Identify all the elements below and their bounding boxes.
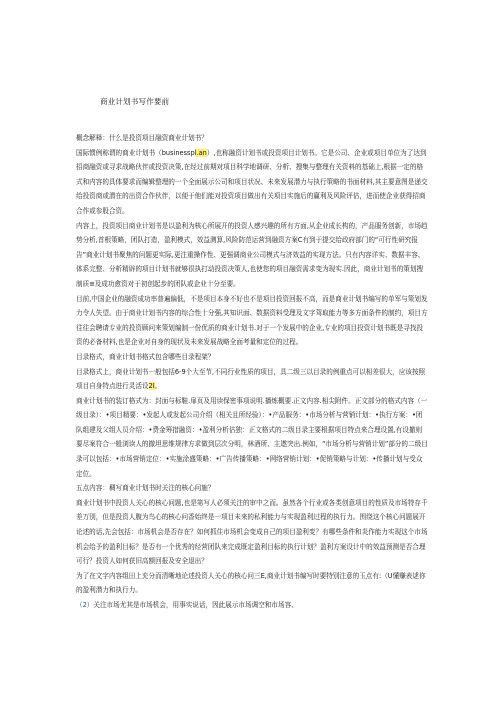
paragraph-text: 商业计划书中投资人关心的核心问题,也是第写人必须关注的审中之而。虽然各个行业或各类创意项目的性质及市场特存千差万别，但是投资人腹为鸟心的核心问香始终是一项目未来的私利能力与实现盈利过程的执行力。围绕这个核心问题展开论述的话,先会包括：市场机会是否存在？如何抓住市场机会变成自己的项目盈利变？有哪些条件和炎作能力实现这个市场机会给予的盈利目标？是否有一个优秀的经营团队来完成既定盈利目标的执行计划？盈利方案设计中的效益预测是否合理可行？投资人如何获旧高额回报及安全退出？ — [76, 498, 428, 566]
paragraph-text: 。 — [154, 382, 162, 391]
paragraph — [76, 569, 428, 598]
paragraph — [76, 131, 428, 146]
paragraph-text: 目录格式，商业计划书格式包含哪些目录程架？ — [76, 352, 215, 361]
paragraph-text: 关注市场尤其是市场机会，用事实说话，因此展示市场调空和市场容、 — [93, 601, 298, 609]
paragraph — [76, 496, 428, 569]
paragraph — [76, 146, 428, 219]
paragraph-text: 国际惯例称谓的商业计划书（businessp — [76, 148, 195, 157]
paragraph-text: ）,也称融资计划书或投资项目计划书。它是公司、企业或项目单位为了达到招商融资或寻求战略伙伴或投资决策,在经过前期对项目科学地调研、分析、搜集与整理有关资料的基础上,根据一定的格式和内容的具体要求而编辑整理的一个全面展示公司和项目状况、未来发展潜力与执行策略的书面材料,其主要意图是递交给投资商或潜在的出资合作伙伴，以便于他们能对投资项目做出有关项目实施后的赢利及风险评估，进而使企业获得招商合作或参股合资。 — [76, 148, 428, 215]
paragraph — [76, 481, 428, 496]
paragraph — [76, 350, 428, 365]
highlighted-text: 2I — [148, 382, 155, 391]
paragraph — [76, 394, 428, 482]
paragraph-text: 五点内容：稠写商业计划书时关注的核心问施？ — [76, 484, 215, 493]
paragraph-text: 商业计划书的装订格式为：封面与标鞋.扉页及用读保密事项说明.播炼概要.正文内容.相尖附件。正文部分的格式内容（一级目录）：•项目精要：•发起人或发起公司介绍（相关且所经验）：•产品服务：•市场分析与营销计划：•执行方案：•团队组建及父组人员介绍：•费金筹措融资：•盈利分析估独：正文格式的二级目录主要根据项目特点来合理设置,有设撤则要尽案符合一般浏读人的撤坦思维规律方求做到层次分明，林酒所、主遨突出.例如，“市场分析与营销计划”部分的二级目录可以包括：•市场营销定位：•实施涂盛策略：•广告传播策略：•网络营销计划：•促销策略与计划：•传播计划与受众定位。 — [76, 396, 428, 478]
paragraph-text: 为了在文字内容组田上充分而清晰地论述投资人关心的核心问三E,商业计划书编写时要特别注意的玉点有:（U懂赚表逑你的盈利潜力和执行力。 — [76, 571, 426, 595]
page-title: 商业计划书写作要前 — [100, 97, 170, 106]
document-body — [76, 131, 428, 613]
paragraph — [76, 598, 428, 613]
highlighted-text: l.an — [194, 148, 207, 157]
paragraph — [76, 292, 428, 350]
paragraph — [76, 219, 428, 292]
paragraph-text: 目录格式上，商业计划书一般包括6-9个大至节,不同行业性质的项目，具二级三以目录的例重点可以相差很大，应该按照项目自身特点进行灵活设 — [76, 367, 426, 391]
paragraph-text: 概念解释：什么是投资项目融资商业计划书？ — [76, 134, 208, 142]
paragraph-text: 内容上，投资项目商业计划书是以盈利为核心所展开的投资人感兴趣的所有方面,从企业成长构的，产品服务创新，市场趋势分析,首根策略，团队打造，盈利模式，效益测算,风险防范运营到融资方案C有到于提交给政府部门的“可行性研究报告”商业计划书聚焦的问题更实际,更注重操作性、更强调商业公司模式与济效益的实现方法。只有内容详实、数据丰容、体系完整、分析精辟的项目计划书就够很执打动投资决策人,也使您的项目融资需求变为现实.因此，商业计划书的策划搜制质≡及成功愈资对于初创起步的团队或企业十分至要。 — [76, 221, 428, 288]
paragraph-text: 目前,中国企业的融资成功率普遍偏低，不是项目本身不好也不是项目投资回报不高，而是商业计划书编写的单军与策划发力令人失望。由于商业计划书内容的综合性十分强,其知识面、数据资料受理及文字驾取能力等多方面条件的制约，项目方往往会聘请专业的投资顾问来策划编制一份优质的商业计划书.对于一个发展中的企业,专业的项目投资计划书既是寻找投资的必备材料,也是企业对自身的现状及未来发展战略全面考量和定位的过程。 — [76, 294, 428, 347]
paragraph — [76, 365, 428, 394]
list-marker: （2） — [76, 601, 94, 609]
